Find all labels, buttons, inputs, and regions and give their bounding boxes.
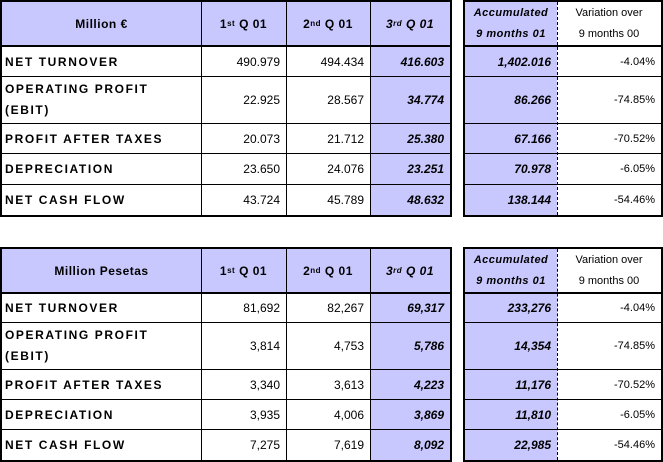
euro-q3-value: 48.632 (370, 185, 450, 215)
euro-accumulated-table (463, 0, 663, 217)
pesetas-q1-value: 3,340 (249, 377, 280, 392)
pesetas-row-label: DEPRECIATION (5, 407, 114, 422)
pesetas-row-label: NET TURNOVER (5, 301, 119, 315)
pesetas-q2-value: 3,613 (333, 377, 364, 392)
pesetas-accumulated-value: 22,985 (465, 430, 557, 460)
euro-quarterly-table (0, 0, 452, 217)
euro-row-label: NET CASH FLOW (5, 193, 126, 207)
pesetas-q3-value: 69,317 (370, 294, 450, 322)
pesetas-variation-value: -54.46% (614, 439, 655, 451)
header-divider (2, 45, 450, 47)
row-divider (465, 76, 661, 77)
row-divider (2, 184, 450, 185)
pesetas-variation-header: Variation over 9 months 00 (575, 253, 643, 287)
row-divider (2, 153, 450, 154)
euro-variation-header: Variation over 9 months 00 (575, 6, 643, 40)
row-divider (465, 322, 661, 323)
column-divider-dashed (557, 249, 558, 460)
euro-accumulated-value: 67.166 (465, 124, 557, 153)
pesetas-row-label: PROFIT AFTER TAXES (5, 377, 164, 392)
column-divider (370, 2, 371, 215)
pesetas-variation-value: -6.05% (620, 408, 655, 421)
row-divider (465, 399, 661, 400)
euro-q1-value: 20.073 (243, 131, 280, 146)
euro-q2-header: 2 nd Q 01 (286, 2, 370, 45)
row-divider (2, 322, 450, 323)
pesetas-unit-header: Million Pesetas (2, 249, 201, 292)
euro-q1-value: 43.724 (243, 193, 280, 207)
pesetas-accumulated-value: 233,276 (465, 294, 557, 322)
euro-q1-value: 490.979 (236, 54, 280, 69)
euro-accumulated-value: 1,402.016 (465, 47, 557, 76)
pesetas-q2-header: 2 nd Q 01 (286, 249, 370, 292)
euro-q1-value: 22.925 (243, 93, 280, 107)
pesetas-accumulated-value: 14,354 (465, 323, 557, 369)
pesetas-q3-value: 3,869 (370, 400, 450, 429)
pesetas-q2-value: 7,619 (333, 438, 364, 452)
euro-row-label: PROFIT AFTER TAXES (5, 131, 164, 146)
euro-accumulated-value: 86.266 (465, 77, 557, 123)
euro-q3-value: 416.603 (370, 47, 450, 76)
euro-variation-value: -70.52% (614, 132, 655, 145)
pesetas-q3-header: 3 rd Q 01 (370, 249, 450, 292)
pesetas-q2-value: 82,267 (327, 301, 364, 315)
pesetas-accumulated-value: 11,176 (465, 370, 557, 399)
euro-variation-value: -4.04% (620, 55, 655, 68)
euro-accumulated-header: Accumulated 9 months 01 (465, 2, 557, 45)
row-divider (465, 369, 661, 370)
euro-q2-value: 28.567 (327, 93, 364, 107)
euro-q3-value: 25.380 (370, 124, 450, 153)
euro-accumulated-value: 70.978 (465, 154, 557, 184)
column-divider (201, 249, 202, 460)
euro-q2-value: 494.434 (320, 54, 364, 69)
pesetas-q3-value: 8,092 (370, 430, 450, 460)
pesetas-q1-value: 81,692 (243, 301, 280, 315)
euro-row-label: DEPRECIATION (5, 162, 114, 176)
row-divider (2, 76, 450, 77)
column-divider-dashed (557, 2, 558, 215)
pesetas-accumulated-value: 11,810 (465, 400, 557, 429)
column-divider (286, 249, 287, 460)
row-divider (2, 369, 450, 370)
euro-q2-value: 24.076 (327, 162, 364, 176)
pesetas-q1-value: 3,814 (249, 339, 280, 353)
pesetas-row-label: NET CASH FLOW (5, 438, 126, 452)
pesetas-variation-value: -74.85% (614, 340, 655, 352)
pesetas-variation-value: -4.04% (620, 302, 655, 314)
header-divider (2, 292, 450, 294)
euro-q3-value: 34.774 (370, 77, 450, 123)
euro-variation-value: -6.05% (620, 163, 655, 175)
row-divider (465, 123, 661, 124)
euro-accumulated-value: 138.144 (465, 185, 557, 215)
euro-q1-header: 1 st Q 01 (201, 2, 286, 45)
column-divider (201, 2, 202, 215)
euro-q3-header: 3 rd Q 01 (370, 2, 450, 45)
row-divider (2, 123, 450, 124)
euro-variation-value: -74.85% (614, 94, 655, 106)
pesetas-q1-value: 7,275 (249, 438, 280, 452)
pesetas-q2-value: 4,753 (333, 339, 364, 353)
pesetas-accumulated-header: Accumulated 9 months 01 (465, 249, 557, 292)
row-divider (2, 399, 450, 400)
row-divider (465, 429, 661, 430)
pesetas-accumulated-table (463, 247, 663, 462)
row-divider (465, 184, 661, 185)
pesetas-q1-value: 3,935 (249, 407, 280, 422)
column-divider (370, 249, 371, 460)
pesetas-q3-value: 4,223 (370, 370, 450, 399)
euro-q3-value: 23.251 (370, 154, 450, 184)
pesetas-q3-value: 5,786 (370, 323, 450, 369)
row-divider (2, 429, 450, 430)
column-divider (286, 2, 287, 215)
row-divider (465, 153, 661, 154)
euro-variation-value: -54.46% (614, 194, 655, 206)
euro-row-label: OPERATING PROFIT (EBIT) (5, 82, 149, 117)
pesetas-quarterly-table (0, 247, 452, 462)
pesetas-variation-value: -70.52% (614, 378, 655, 391)
pesetas-q1-header: 1 st Q 01 (201, 249, 286, 292)
pesetas-q2-value: 4,006 (333, 407, 364, 422)
header-divider (465, 292, 661, 294)
header-divider (465, 45, 661, 47)
euro-unit-header: Million € (2, 2, 201, 45)
euro-row-label: NET TURNOVER (5, 54, 119, 69)
euro-q2-value: 21.712 (327, 131, 364, 146)
euro-q1-value: 23.650 (243, 162, 280, 176)
pesetas-row-label: OPERATING PROFIT (EBIT) (5, 328, 149, 363)
euro-q2-value: 45.789 (327, 193, 364, 207)
